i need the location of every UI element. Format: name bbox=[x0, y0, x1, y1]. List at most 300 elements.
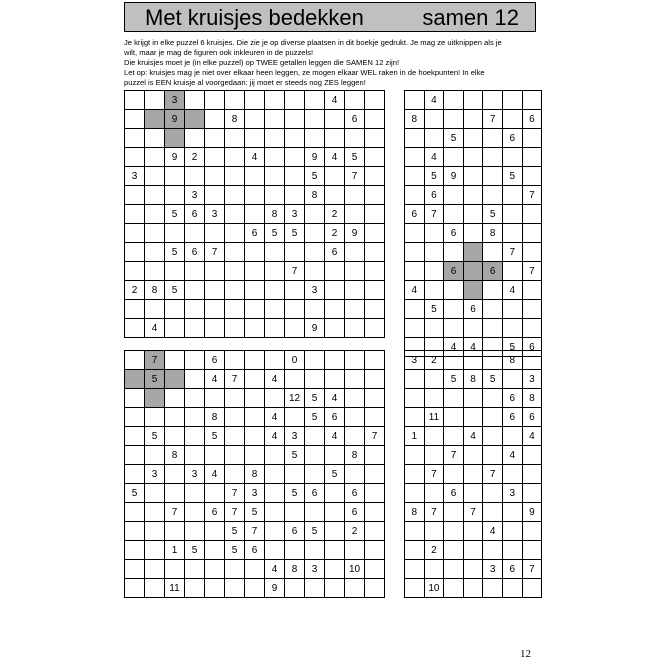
grid-cell: 5 bbox=[502, 167, 522, 186]
grid-cell bbox=[483, 351, 503, 370]
grid-cell bbox=[185, 91, 205, 110]
grid-cell bbox=[463, 389, 483, 408]
grid-cell bbox=[285, 300, 305, 319]
grid-cell bbox=[365, 579, 385, 598]
grid-cell bbox=[265, 465, 285, 484]
grid-row bbox=[125, 262, 385, 281]
grid-cell bbox=[483, 503, 503, 522]
grid-cell bbox=[205, 262, 225, 281]
grid-row bbox=[405, 91, 542, 110]
grid-row bbox=[125, 129, 385, 148]
grid-cell bbox=[265, 243, 285, 262]
grid-cell bbox=[522, 91, 542, 110]
grid-cell bbox=[483, 300, 503, 319]
page-title: Met kruisjes bedekken bbox=[145, 5, 364, 30]
grid-cell: 6 bbox=[345, 503, 365, 522]
grid-cell bbox=[245, 91, 265, 110]
grid-cell bbox=[463, 186, 483, 205]
grid-cell bbox=[444, 427, 464, 446]
grid-cell bbox=[185, 319, 205, 338]
grid-cell bbox=[345, 541, 365, 560]
grid-cell bbox=[145, 408, 165, 427]
puzzle-grid-bottom-left bbox=[124, 350, 385, 598]
grid-cell bbox=[424, 427, 444, 446]
grid-cell: 5 bbox=[345, 148, 365, 167]
grid-row bbox=[125, 224, 385, 243]
grid-cell: 9 bbox=[305, 148, 325, 167]
grid-cell bbox=[325, 262, 345, 281]
grid-cell bbox=[522, 484, 542, 503]
grid-cell: 6 bbox=[502, 389, 522, 408]
grid-cell: 7 bbox=[205, 243, 225, 262]
grid-row bbox=[405, 281, 542, 300]
grid-cell bbox=[305, 91, 325, 110]
grid-cell bbox=[125, 389, 145, 408]
grid-cell bbox=[145, 186, 165, 205]
grid-cell bbox=[285, 148, 305, 167]
grid-cell: 8 bbox=[405, 503, 425, 522]
grid-cell bbox=[365, 408, 385, 427]
grid-cell bbox=[205, 148, 225, 167]
grid-cell: 8 bbox=[205, 408, 225, 427]
grid-cell: 7 bbox=[424, 205, 444, 224]
grid-cell bbox=[165, 224, 185, 243]
grid-cell: 6 bbox=[522, 408, 542, 427]
grid-cell: 2 bbox=[125, 281, 145, 300]
grid-cell bbox=[345, 465, 365, 484]
grid-cell bbox=[185, 110, 205, 129]
grid-row bbox=[405, 446, 542, 465]
grid-cell bbox=[305, 205, 325, 224]
grid-cell: 7 bbox=[522, 262, 542, 281]
grid-cell: 9 bbox=[165, 110, 185, 129]
grid-cell bbox=[325, 484, 345, 503]
grid-cell bbox=[225, 281, 245, 300]
grid-cell: 8 bbox=[522, 389, 542, 408]
grid-cell: 3 bbox=[285, 427, 305, 446]
grid-cell bbox=[125, 503, 145, 522]
grid-cell bbox=[225, 91, 245, 110]
grid-cell bbox=[245, 129, 265, 148]
grid-cell bbox=[225, 186, 245, 205]
grid-cell bbox=[502, 427, 522, 446]
grid-cell bbox=[405, 167, 425, 186]
grid-cell bbox=[285, 91, 305, 110]
grid-cell bbox=[522, 281, 542, 300]
grid-row bbox=[125, 281, 385, 300]
grid-cell bbox=[285, 370, 305, 389]
grid-cell bbox=[444, 205, 464, 224]
grid-cell bbox=[325, 503, 345, 522]
grid-cell bbox=[325, 579, 345, 598]
grid-cell: 5 bbox=[502, 338, 522, 357]
grid-cell bbox=[325, 541, 345, 560]
grid-cell bbox=[285, 579, 305, 598]
instruction-line: wilt, maar je mag de figuren ook inkleuren in de puzzels! bbox=[124, 48, 314, 57]
grid-cell: 4 bbox=[463, 338, 483, 357]
grid-row bbox=[125, 560, 385, 579]
grid-cell: 6 bbox=[502, 560, 522, 579]
grid-cell bbox=[345, 408, 365, 427]
grid-cell bbox=[245, 560, 265, 579]
grid-cell bbox=[405, 484, 425, 503]
grid-cell: 8 bbox=[483, 224, 503, 243]
grid-cell: 7 bbox=[145, 351, 165, 370]
grid-row bbox=[125, 446, 385, 465]
grid-cell bbox=[185, 503, 205, 522]
grid-cell bbox=[285, 186, 305, 205]
grid-cell: 4 bbox=[522, 427, 542, 446]
grid-cell bbox=[365, 148, 385, 167]
grid-row bbox=[125, 389, 385, 408]
grid-cell: 5 bbox=[285, 224, 305, 243]
grid-cell: 7 bbox=[225, 484, 245, 503]
grid-cell: 8 bbox=[345, 446, 365, 465]
grid-cell bbox=[522, 224, 542, 243]
grid-cell bbox=[463, 522, 483, 541]
page-subtitle: samen 12 bbox=[422, 5, 519, 30]
grid-cell bbox=[265, 110, 285, 129]
grid-cell bbox=[345, 129, 365, 148]
grid-cell bbox=[305, 446, 325, 465]
grid-cell bbox=[245, 427, 265, 446]
grid-cell bbox=[305, 243, 325, 262]
grid-cell: 6 bbox=[185, 205, 205, 224]
grid-row bbox=[125, 503, 385, 522]
grid-cell bbox=[205, 300, 225, 319]
grid-cell: 7 bbox=[245, 522, 265, 541]
grid-cell: 7 bbox=[444, 446, 464, 465]
grid-cell: 9 bbox=[305, 319, 325, 338]
grid-cell bbox=[444, 243, 464, 262]
grid-cell: 4 bbox=[205, 465, 225, 484]
grid-cell bbox=[405, 243, 425, 262]
grid-cell bbox=[444, 522, 464, 541]
grid-cell bbox=[483, 243, 503, 262]
grid-cell: 5 bbox=[444, 370, 464, 389]
grid-cell bbox=[285, 167, 305, 186]
grid-cell bbox=[424, 243, 444, 262]
grid-cell bbox=[365, 129, 385, 148]
grid-cell bbox=[405, 579, 425, 598]
grid-row bbox=[125, 110, 385, 129]
grid-cell: 8 bbox=[305, 186, 325, 205]
grid-cell bbox=[325, 186, 345, 205]
grid-cell bbox=[285, 541, 305, 560]
grid-cell: 5 bbox=[145, 370, 165, 389]
grid-cell bbox=[483, 186, 503, 205]
grid-cell bbox=[165, 186, 185, 205]
grid-cell: 6 bbox=[405, 205, 425, 224]
grid-cell bbox=[145, 560, 165, 579]
grid-cell bbox=[165, 351, 185, 370]
grid-row bbox=[405, 427, 542, 446]
grid-cell: 5 bbox=[483, 205, 503, 224]
grid-row bbox=[405, 465, 542, 484]
grid-cell: 6 bbox=[444, 262, 464, 281]
grid-cell bbox=[405, 408, 425, 427]
grid-row bbox=[125, 148, 385, 167]
grid-cell bbox=[325, 300, 345, 319]
grid-cell bbox=[305, 579, 325, 598]
grid-cell bbox=[502, 186, 522, 205]
grid-cell bbox=[305, 465, 325, 484]
grid-cell bbox=[463, 129, 483, 148]
grid-cell bbox=[444, 148, 464, 167]
grid-cell bbox=[444, 186, 464, 205]
grid-cell: 4 bbox=[463, 427, 483, 446]
grid-row bbox=[405, 541, 542, 560]
grid-cell: 4 bbox=[483, 522, 503, 541]
grid-cell bbox=[405, 300, 425, 319]
grid-cell: 4 bbox=[424, 91, 444, 110]
grid-cell: 5 bbox=[245, 503, 265, 522]
grid-cell bbox=[424, 319, 444, 338]
grid-cell bbox=[463, 262, 483, 281]
grid-cell: 5 bbox=[185, 541, 205, 560]
grid-cell bbox=[165, 167, 185, 186]
grid-row bbox=[405, 243, 542, 262]
grid-cell bbox=[444, 541, 464, 560]
grid-row bbox=[125, 186, 385, 205]
grid-cell bbox=[165, 370, 185, 389]
grid-row bbox=[125, 319, 385, 338]
grid-cell bbox=[125, 186, 145, 205]
grid-cell bbox=[305, 129, 325, 148]
grid-cell: 5 bbox=[444, 129, 464, 148]
grid-cell bbox=[185, 262, 205, 281]
grid-row bbox=[405, 560, 542, 579]
grid-cell bbox=[405, 446, 425, 465]
grid-cell bbox=[205, 389, 225, 408]
grid-row bbox=[405, 205, 542, 224]
grid-cell: 10 bbox=[424, 579, 444, 598]
grid-cell: 7 bbox=[424, 465, 444, 484]
grid-cell bbox=[245, 579, 265, 598]
grid-cell bbox=[265, 541, 285, 560]
grid-cell bbox=[502, 370, 522, 389]
grid-cell bbox=[463, 167, 483, 186]
grid-cell bbox=[165, 465, 185, 484]
grid-cell bbox=[345, 262, 365, 281]
grid-cell: 4 bbox=[325, 389, 345, 408]
grid-cell bbox=[245, 167, 265, 186]
grid-cell bbox=[463, 243, 483, 262]
grid-cell bbox=[225, 262, 245, 281]
grid-cell: 8 bbox=[225, 110, 245, 129]
grid-cell bbox=[424, 389, 444, 408]
instruction-line: Die kruisjes moet je (in elke puzzel) op TWEE getallen leggen die SAMEN 12 zijn! bbox=[124, 58, 400, 67]
grid-cell bbox=[365, 503, 385, 522]
grid-cell bbox=[145, 110, 165, 129]
grid-cell bbox=[205, 129, 225, 148]
grid-cell: 4 bbox=[444, 338, 464, 357]
grid-cell bbox=[483, 129, 503, 148]
grid-cell bbox=[225, 389, 245, 408]
grid-cell bbox=[463, 541, 483, 560]
grid-cell bbox=[502, 262, 522, 281]
grid-cell: 5 bbox=[305, 408, 325, 427]
grid-cell: 4 bbox=[502, 446, 522, 465]
grid-cell bbox=[245, 351, 265, 370]
grid-row bbox=[125, 167, 385, 186]
grid-cell: 10 bbox=[345, 560, 365, 579]
grid-cell bbox=[502, 205, 522, 224]
grid-cell bbox=[405, 560, 425, 579]
grid-cell bbox=[165, 319, 185, 338]
grid-cell bbox=[463, 281, 483, 300]
grid-cell bbox=[185, 522, 205, 541]
grid-cell bbox=[325, 281, 345, 300]
grid-cell bbox=[502, 110, 522, 129]
puzzle-grid-top-right bbox=[404, 90, 542, 357]
title-bar bbox=[124, 2, 536, 32]
grid-cell bbox=[483, 579, 503, 598]
grid-cell: 3 bbox=[483, 560, 503, 579]
grid-cell bbox=[185, 224, 205, 243]
grid-cell bbox=[125, 370, 145, 389]
grid-cell: 6 bbox=[205, 503, 225, 522]
grid-cell bbox=[365, 446, 385, 465]
grid-cell: 7 bbox=[463, 503, 483, 522]
grid-cell: 8 bbox=[145, 281, 165, 300]
grid-cell bbox=[245, 186, 265, 205]
grid-cell: 4 bbox=[405, 281, 425, 300]
grid-cell bbox=[185, 579, 205, 598]
grid-cell: 8 bbox=[502, 351, 522, 370]
grid-cell bbox=[145, 262, 165, 281]
grid-cell bbox=[185, 446, 205, 465]
grid-cell: 3 bbox=[185, 465, 205, 484]
grid-cell bbox=[463, 319, 483, 338]
grid-cell: 7 bbox=[165, 503, 185, 522]
grid-cell bbox=[365, 281, 385, 300]
grid-cell bbox=[365, 319, 385, 338]
grid-cell: 5 bbox=[305, 167, 325, 186]
grid-cell bbox=[463, 560, 483, 579]
grid-cell bbox=[185, 484, 205, 503]
grid-cell bbox=[424, 110, 444, 129]
grid-cell: 4 bbox=[145, 319, 165, 338]
grid-cell: 1 bbox=[405, 427, 425, 446]
grid-cell bbox=[444, 389, 464, 408]
grid-cell: 5 bbox=[285, 446, 305, 465]
grid-cell bbox=[225, 167, 245, 186]
grid-cell bbox=[225, 446, 245, 465]
grid-cell: 5 bbox=[325, 465, 345, 484]
grid-cell bbox=[325, 129, 345, 148]
grid-cell bbox=[165, 522, 185, 541]
grid-cell bbox=[265, 148, 285, 167]
grid-cell bbox=[444, 319, 464, 338]
grid-cell bbox=[365, 205, 385, 224]
grid-cell bbox=[345, 370, 365, 389]
grid-cell bbox=[205, 522, 225, 541]
grid-cell: 6 bbox=[305, 484, 325, 503]
grid-cell bbox=[165, 300, 185, 319]
grid-cell: 7 bbox=[225, 370, 245, 389]
grid-cell bbox=[125, 541, 145, 560]
grid-cell bbox=[463, 224, 483, 243]
grid-cell: 11 bbox=[165, 579, 185, 598]
grid-cell bbox=[365, 484, 385, 503]
grid-cell bbox=[185, 427, 205, 446]
grid-cell: 5 bbox=[205, 427, 225, 446]
grid-row bbox=[405, 503, 542, 522]
grid-cell: 6 bbox=[285, 522, 305, 541]
grid-row bbox=[125, 370, 385, 389]
grid-cell: 1 bbox=[165, 541, 185, 560]
grid-cell bbox=[325, 167, 345, 186]
grid-cell: 6 bbox=[424, 186, 444, 205]
grid-cell bbox=[225, 148, 245, 167]
instructions bbox=[124, 38, 544, 88]
grid-cell bbox=[125, 110, 145, 129]
grid-cell: 0 bbox=[285, 351, 305, 370]
grid-cell bbox=[405, 186, 425, 205]
grid-cell: 6 bbox=[205, 351, 225, 370]
grid-cell bbox=[145, 446, 165, 465]
grid-cell bbox=[522, 167, 542, 186]
grid-cell bbox=[463, 408, 483, 427]
grid-cell bbox=[405, 224, 425, 243]
grid-cell: 8 bbox=[245, 465, 265, 484]
grid-cell: 5 bbox=[225, 522, 245, 541]
grid-cell bbox=[205, 167, 225, 186]
grid-row bbox=[125, 484, 385, 503]
grid-cell bbox=[365, 243, 385, 262]
grid-cell bbox=[265, 129, 285, 148]
grid-cell bbox=[185, 281, 205, 300]
grid-cell bbox=[245, 319, 265, 338]
grid-cell: 3 bbox=[305, 560, 325, 579]
grid-cell: 7 bbox=[483, 110, 503, 129]
grid-cell bbox=[125, 224, 145, 243]
grid-row bbox=[405, 389, 542, 408]
grid-cell bbox=[185, 408, 205, 427]
grid-cell: 8 bbox=[463, 370, 483, 389]
grid-cell bbox=[125, 465, 145, 484]
page-number: 12 bbox=[520, 648, 531, 660]
grid-cell bbox=[424, 484, 444, 503]
grid-row bbox=[125, 579, 385, 598]
grid-cell bbox=[405, 541, 425, 560]
grid-cell bbox=[325, 110, 345, 129]
grid-cell: 4 bbox=[325, 427, 345, 446]
grid-cell bbox=[444, 503, 464, 522]
grid-cell bbox=[145, 541, 165, 560]
grid-cell bbox=[502, 224, 522, 243]
grid-cell bbox=[502, 300, 522, 319]
grid-cell bbox=[345, 427, 365, 446]
grid-cell bbox=[463, 205, 483, 224]
grid-cell: 5 bbox=[305, 522, 325, 541]
grid-cell bbox=[405, 370, 425, 389]
grid-cell: 3 bbox=[285, 205, 305, 224]
grid-cell bbox=[245, 389, 265, 408]
grid-cell: 4 bbox=[424, 148, 444, 167]
grid-cell bbox=[463, 484, 483, 503]
grid-cell: 5 bbox=[165, 281, 185, 300]
grid-cell: 3 bbox=[405, 351, 425, 370]
grid-cell bbox=[365, 389, 385, 408]
grid-cell bbox=[165, 427, 185, 446]
grid-cell: 3 bbox=[305, 281, 325, 300]
grid-cell: 3 bbox=[125, 167, 145, 186]
grid-row bbox=[405, 186, 542, 205]
grid-cell: 2 bbox=[424, 541, 444, 560]
grid-cell bbox=[483, 91, 503, 110]
